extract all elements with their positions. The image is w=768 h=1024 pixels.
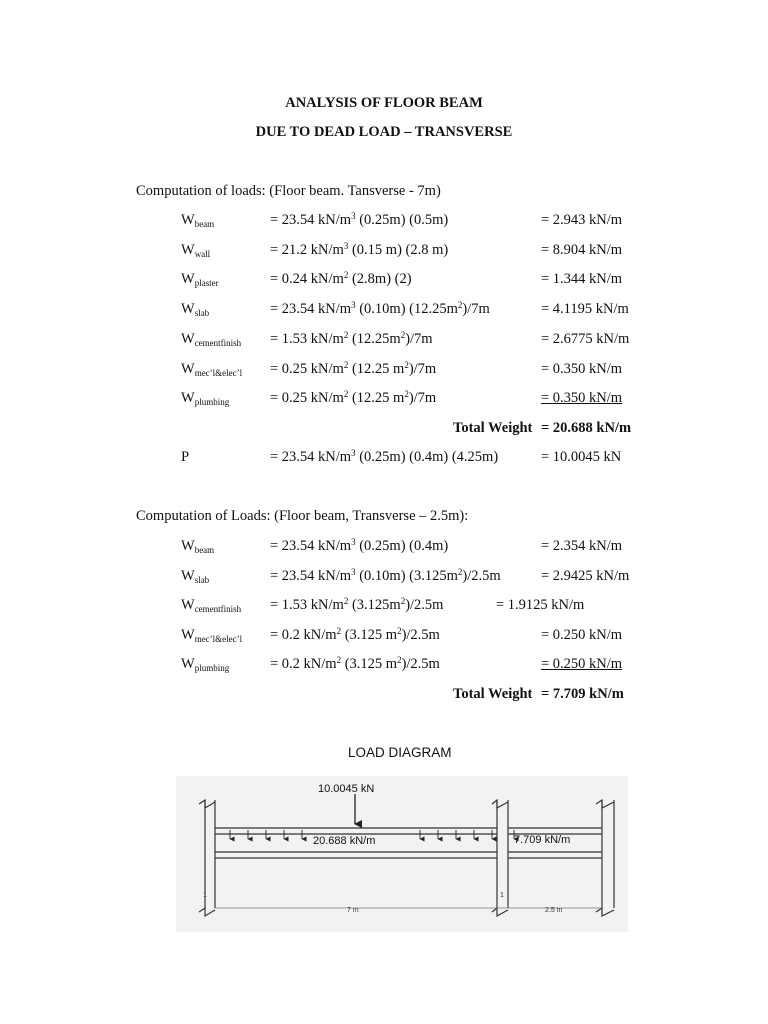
udl-left-text: 20.688 kN/m — [313, 835, 376, 847]
superscript: 2 — [397, 625, 402, 636]
load-equation: = 1.53 $kN/m^2$ $(12.25m^2)/7m$ — [270, 329, 433, 347]
left-support-mark: 1 — [203, 892, 207, 899]
superscript: 3 — [351, 300, 356, 311]
section1-load-row — [0, 301, 768, 323]
section1-load-row — [0, 271, 768, 293]
section2-total — [0, 686, 768, 708]
load-equation: = 23.54 $kN/m^3$ (0.25m) (0.5m) — [270, 211, 449, 228]
load-symbol: $W_{slab}$ — [181, 567, 210, 585]
load-equation: = 21.2 $kN/m^3$ (0.15 m) (2.8 m) — [270, 240, 449, 258]
superscript: 2 — [457, 300, 463, 311]
superscript: 3 — [351, 566, 356, 577]
load-symbol: $W_{wall}$ — [181, 241, 211, 259]
load-diagram-title: LOAD DIAGRAM — [348, 745, 452, 760]
point-load-row — [0, 449, 768, 471]
load-result: = 0.350 kN/m — [541, 360, 623, 377]
udl-right-text: 7.709 kN/m — [514, 834, 571, 846]
superscript: 2 — [336, 625, 342, 636]
load-symbol: $W_{plumbing}$ — [181, 390, 230, 408]
load-subscript: slab — [194, 308, 210, 319]
section1-intro: Computation of loads: (Floor beam. Tansverse - 7m) — [136, 183, 441, 199]
superscript: 2 — [343, 596, 349, 606]
superscript: 2 — [404, 359, 409, 370]
page-title: ANALYSIS OF FLOOR BEAM — [285, 95, 483, 111]
load-equation: = 0.2 $kN/m^2$ (3.125 $m^2)/2.5m$ — [270, 625, 440, 643]
superscript: 3 — [343, 240, 349, 251]
page-subtitle: DUE TO DEAD LOAD – TRANSVERSE — [255, 124, 513, 140]
superscript: 2 — [457, 566, 463, 577]
load-symbol: $W_{cementfinish}$ — [181, 597, 242, 614]
point-load-text: 10.0045 kN — [318, 783, 375, 795]
section1-load-row — [0, 361, 768, 383]
span-right-label: 2.5 m — [545, 907, 563, 914]
load-result: = 2.354 kN/m — [541, 538, 623, 554]
section2-load-row — [0, 627, 768, 649]
superscript: 2 — [400, 596, 406, 606]
load-symbol: $W_{slab}$ — [181, 301, 210, 319]
load-subscript: cementfinish — [194, 337, 242, 348]
section1-load-row — [0, 212, 768, 234]
load-subscript: beam — [194, 545, 215, 555]
section1-load-row — [0, 331, 768, 353]
superscript: 3 — [351, 211, 356, 221]
load-result: = 2.6775 kN/m — [541, 330, 630, 347]
load-equation: = 0.25 $kN/m^2$ (12.25 $m^2)/7m$ — [270, 359, 437, 377]
section1-total-value: = 20.688 kN/m — [541, 420, 632, 436]
section2-intro: Computation of Loads: (Floor beam, Transverse – 2.5m): — [136, 508, 469, 524]
point-load-label: P — [181, 449, 190, 465]
load-symbol: $W_{cementfinish}$ — [181, 330, 242, 348]
load-equation: = 0.24 $kN/m^2$ (2.8m) (2) — [270, 270, 412, 288]
section2-load-row — [0, 656, 768, 678]
superscript: 3 — [351, 448, 356, 458]
load-subscript: beam — [194, 219, 215, 229]
load-symbol: $W_{plaster}$ — [181, 271, 219, 289]
load-diagram — [0, 768, 768, 938]
superscript: 2 — [343, 329, 349, 340]
load-subscript: mec’l&elec’l — [194, 367, 243, 378]
load-subscript: plaster — [194, 278, 219, 289]
load-result: = 4.1195 kN/m — [541, 301, 629, 318]
section1-total — [0, 420, 768, 442]
load-result: = 0.350 kN/m — [541, 390, 623, 407]
load-symbol: $W_{plumbing}$ — [181, 656, 230, 673]
load-result: = 0.250 kN/m — [541, 626, 623, 643]
load-result: = 0.250 kN/m — [541, 656, 623, 672]
section2-load-row — [0, 597, 768, 619]
load-equation: = 0.2 $kN/m^2$ (3.125 $m^2)/2.5m$ — [270, 655, 440, 672]
load-symbol: $W_{mec’l\&elec’l}$ — [181, 360, 243, 378]
load-symbol: $W_{beam}$ — [181, 538, 215, 555]
load-equation: = 23.54 $kN/m^3$ (0.25m) (0.4m) — [270, 537, 449, 554]
superscript: 2 — [343, 270, 349, 281]
load-subscript: slab — [194, 574, 210, 585]
load-subscript: cementfinish — [194, 604, 242, 614]
load-result: = 2.943 kN/m — [541, 212, 623, 228]
section2-load-row — [0, 538, 768, 560]
load-result: = 2.9425 kN/m — [541, 567, 630, 584]
section2-total-value: = 7.709 kN/m — [541, 686, 624, 702]
load-result: = 1.344 kN/m — [541, 271, 623, 288]
load-subscript: wall — [194, 248, 211, 259]
load-equation: = 23.54 $kN/m^3$ (0.10m) $(12.25m^2)/7m$ — [270, 300, 490, 318]
load-equation: = 0.25 $kN/m^2$ (12.25 $m^2)/7m$ — [270, 389, 437, 407]
section1-load-row — [0, 242, 768, 264]
point-load-result: = 10.0045 kN — [541, 449, 622, 465]
span-left-label: 7 m — [347, 907, 359, 914]
load-equation: = 1.53 $kN/m^2$ $(3.125m^2)/2.5m$ — [270, 596, 444, 613]
superscript: 2 — [343, 359, 349, 370]
load-subscript: plumbing — [194, 663, 230, 673]
load-symbol: $W_{mec’l\&elec’l}$ — [181, 626, 243, 644]
section1-total-label: Total Weight — [453, 420, 533, 436]
section1-load-row — [0, 390, 768, 412]
section2-total-label: Total Weight — [453, 686, 533, 702]
load-subscript: plumbing — [194, 397, 230, 408]
load-symbol: $W_{beam}$ — [181, 212, 215, 229]
section2-load-row — [0, 568, 768, 590]
superscript: 3 — [351, 537, 356, 547]
middle-support-mark: 1 — [500, 892, 504, 899]
load-subscript: mec’l&elec’l — [194, 633, 243, 644]
superscript: 2 — [343, 389, 349, 400]
point-load-equation: = 23.54 $kN/m^3$ (0.25m) (0.4m) (4.25m) — [270, 448, 499, 465]
superscript: 2 — [336, 655, 342, 665]
superscript: 2 — [397, 655, 402, 665]
superscript: 2 — [404, 389, 409, 400]
load-result: = 8.904 kN/m — [541, 241, 623, 258]
load-equation: = 23.54 $kN/m^3$ (0.10m) $(3.125m^2)/2.5m$ — [270, 566, 501, 584]
superscript: 2 — [400, 329, 406, 340]
load-result: = 1.9125 kN/m — [496, 597, 585, 613]
